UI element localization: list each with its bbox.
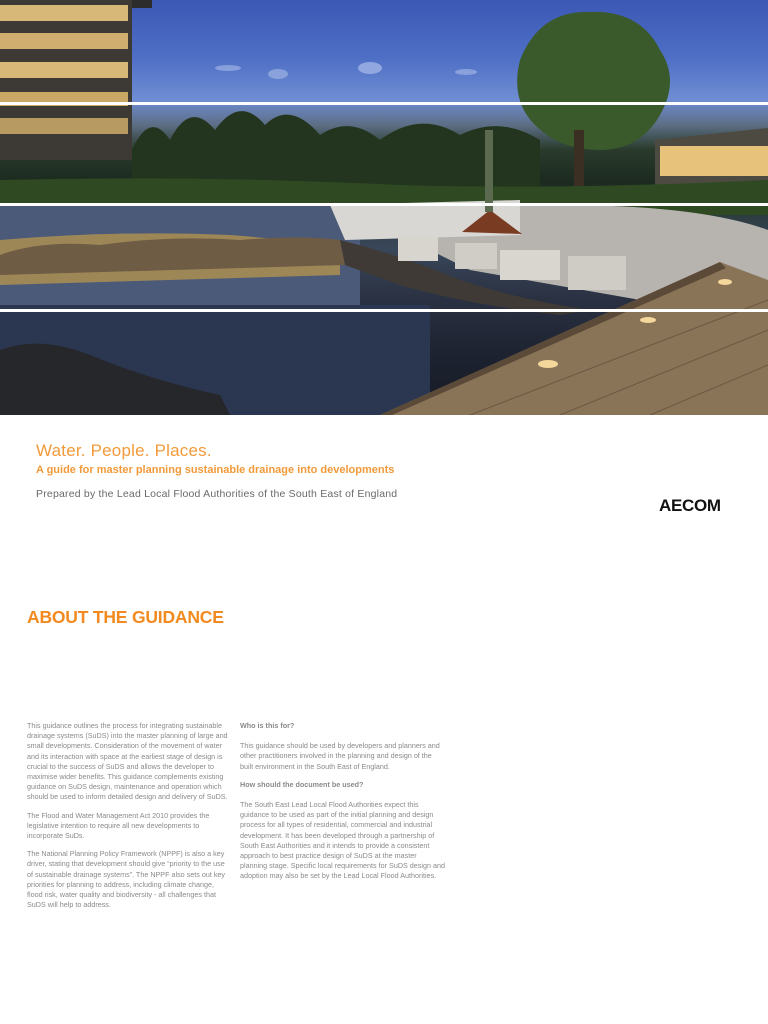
document-subtitle: A guide for master planning sustainable drainage into developments (36, 464, 395, 476)
aecom-logo: AECOM (659, 496, 721, 515)
who-heading: Who is this for? (240, 721, 295, 730)
document-title: Water. People. Places. (36, 441, 212, 460)
how-paragraph: The South East Lead Local Flood Authorities expect this guidance to be used as part of the initial planning and design process for all types of residential, commercial and industrial development. It has been developed through a partnership of South East Authorities and it intends to provide a consistent approach to best practice design of SuDS at the master planning stage. Specific local requirements for SuDS design and adoption may also be set by the Lead Local Flood Authorities. (240, 800, 445, 881)
right-column (240, 721, 445, 890)
prepared-by-line: Prepared by the Lead Local Flood Authorities of the South East of England (36, 488, 398, 500)
who-paragraph: This guidance should be used by developers and planners and other practitioners involved in the planning and design of the built environment in the South East of England. (240, 741, 440, 771)
left-column (27, 721, 230, 918)
paragraph: The Flood and Water Management Act 2010 provides the legislative intention to require all new developments to incorporate SuDs. (27, 810, 210, 841)
hero-photo (0, 0, 768, 415)
paragraph: The National Planning Policy Framework (NPPF) is also a key driver, stating that development should give “priority to the use of sustainable drainage systems”. The NPPF also sets out key priorities for planning to address, including climate change, flood risk, water quality and biodiversity - all challenges that SuDS will help to address. (27, 849, 226, 910)
section-heading: ABOUT THE GUIDANCE (27, 607, 224, 627)
paragraph: This guidance outlines the process for integrating sustainable drainage systems (SuDS) into the master planning of large and small developments. Consideration of the movement of water and its interaction with space at the earliest stage of design is crucial to the success of SuDS and allows the developer to maximise wider benefits. This guidance complements existing guidance on SuDS design, maintenance and operation which should be used to inform detailed design and delivery of SuDS. (27, 721, 228, 802)
cover-title-block (36, 441, 636, 500)
hero-illustration (0, 0, 768, 415)
how-heading: How should the document be used? (240, 779, 364, 789)
